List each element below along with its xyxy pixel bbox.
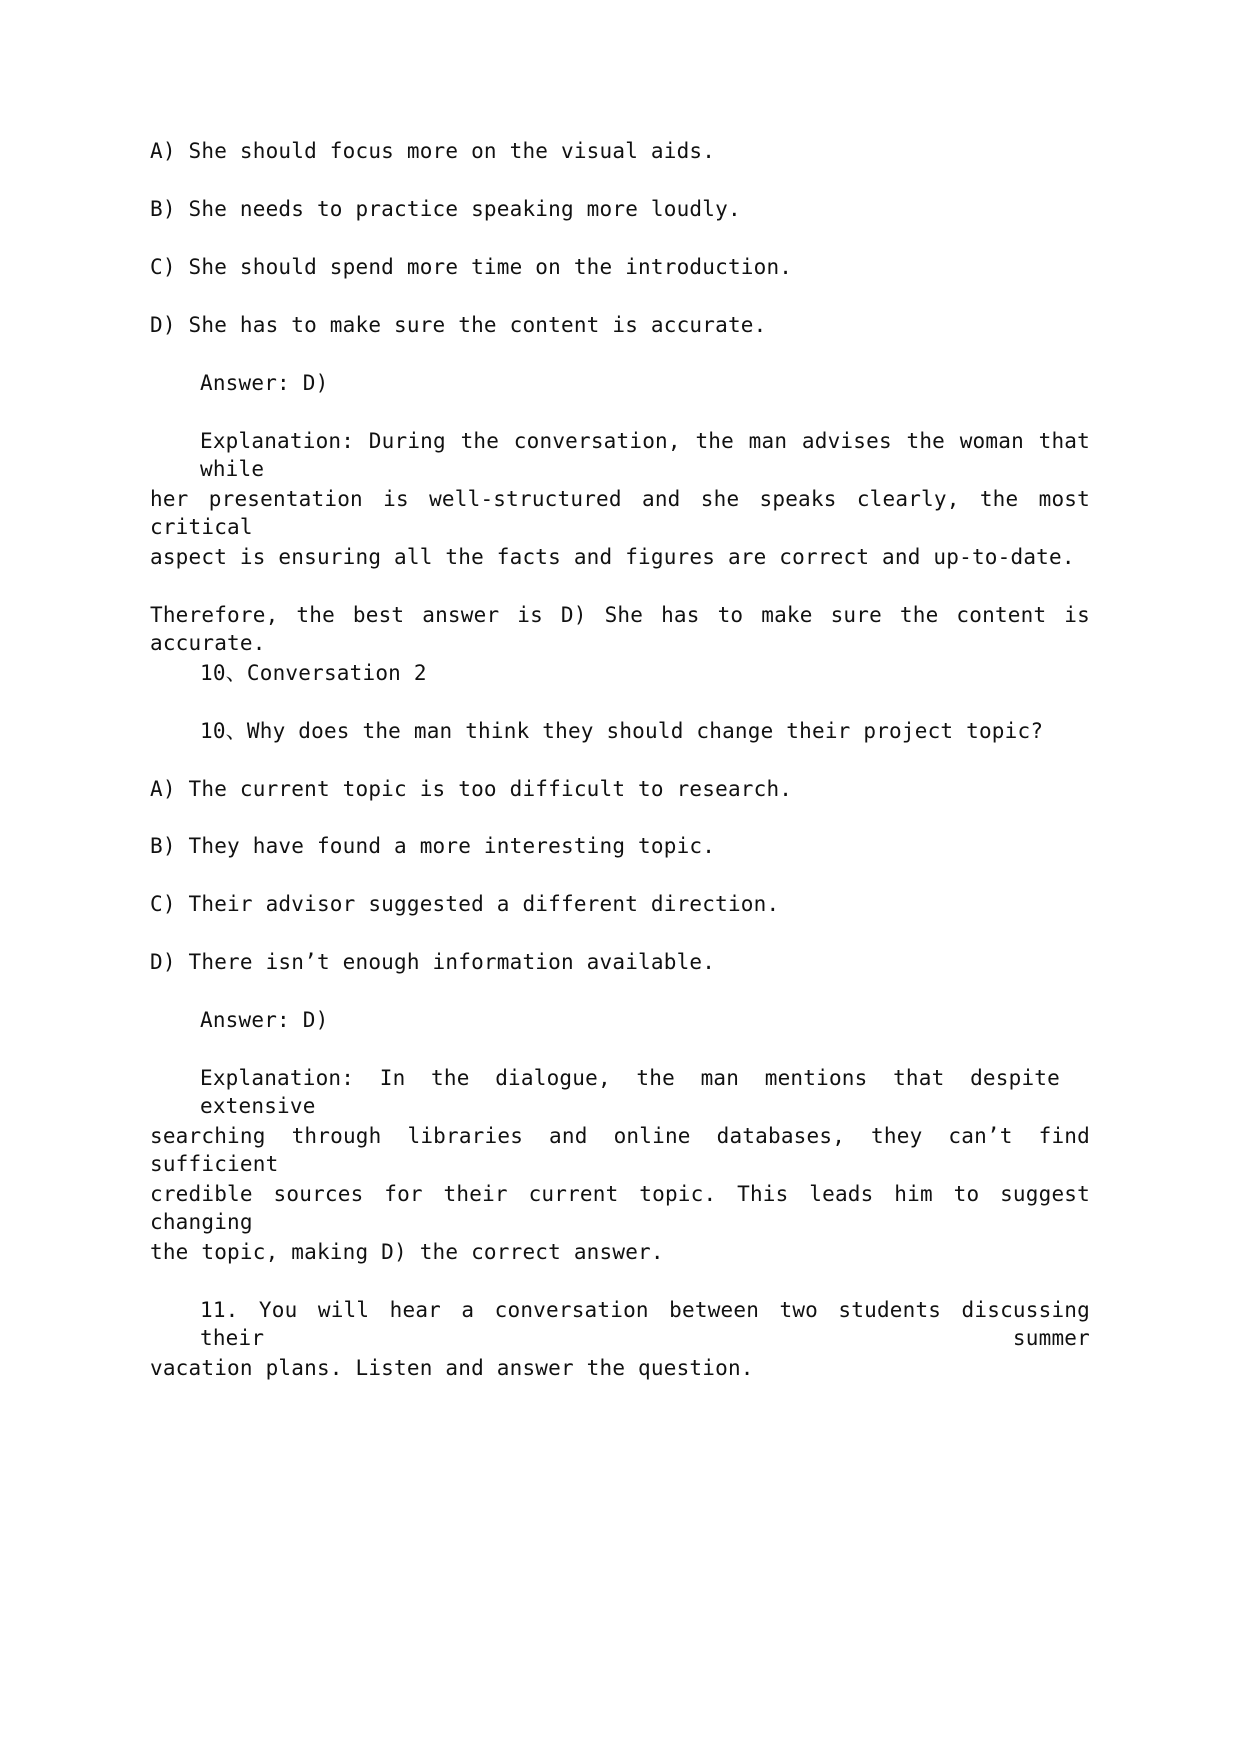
q9-explanation-line: aspect is ensuring all the facts and figures are correct and up-to-date. <box>150 545 1075 569</box>
q9-explanation-line: Therefore, the best answer is D) She has to make sure the content is accurate. <box>150 603 1090 655</box>
q9-option-d: D) She has to make sure the content is accurate. <box>150 313 767 337</box>
q10-answer: Answer: D) <box>200 1008 329 1032</box>
q10-explanation-line: the topic, making D) the correct answer. <box>150 1240 664 1264</box>
q10-option-d: D) There isn’t enough information available. <box>150 950 716 974</box>
q10-explanation-line: Explanation: In the dialogue, the man mentions that despite extensive <box>200 1066 1060 1118</box>
q11-prompt-line: vacation plans. Listen and answer the question. <box>150 1356 754 1380</box>
q9-explanation-line: her presentation is well-structured and she speaks clearly, the most critical <box>150 487 1090 539</box>
q10-option-a: A) The current topic is too difficult to research. <box>150 777 793 801</box>
q10-explanation-line: credible sources for their current topic. This leads him to suggest changing <box>150 1182 1090 1234</box>
q10-explanation-line: searching through libraries and online databases, they can’t find sufficient <box>150 1124 1090 1176</box>
q9-option-b: B) She needs to practice speaking more loudly. <box>150 197 741 221</box>
q10-option-c: C) Their advisor suggested a different direction. <box>150 892 780 916</box>
q10-option-b: B) They have found a more interesting topic. <box>150 834 716 858</box>
q9-explanation-line: Explanation: During the conversation, the man advises the woman that while <box>200 429 1090 481</box>
q10-heading: 10、Conversation 2 <box>200 661 427 685</box>
q10-question: 10、Why does the man think they should change their project topic? <box>200 719 1044 743</box>
q9-answer: Answer: D) <box>200 371 329 395</box>
q11-prompt-line: 11. You will hear a conversation between two students discussing their summer <box>200 1298 1090 1350</box>
q9-option-a: A) She should focus more on the visual aids. <box>150 139 716 163</box>
q9-option-c: C) She should spend more time on the introduction. <box>150 255 793 279</box>
